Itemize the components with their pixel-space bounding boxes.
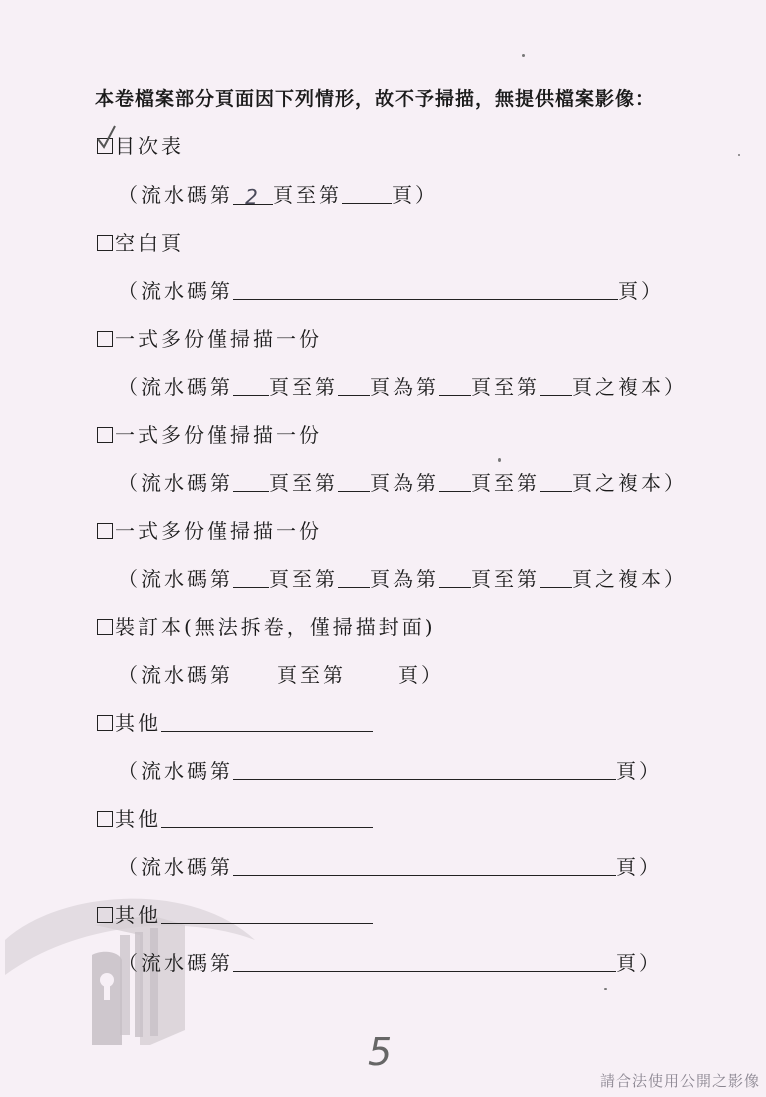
checkbox[interactable] [97, 331, 113, 347]
item-table-of-contents [97, 133, 184, 159]
other-reason-field[interactable] [161, 807, 373, 828]
item-label: 其他 [115, 903, 161, 927]
page-field[interactable] [439, 375, 471, 396]
page-field[interactable] [540, 375, 572, 396]
page-field[interactable] [233, 662, 277, 682]
page-field[interactable] [338, 375, 370, 396]
item-label: 一式多份僅掃描一份 [115, 327, 322, 351]
checkbox[interactable] [97, 715, 113, 731]
page-field[interactable] [233, 567, 269, 588]
item-detail: （流水碼第 頁至第 頁為第 頁至第 頁之複本） [118, 375, 687, 399]
item-detail: （流水碼第 頁至第 頁為第 頁至第 頁之複本） [118, 471, 687, 495]
checkbox[interactable] [97, 907, 113, 923]
item-other [97, 902, 373, 928]
scan-speck [604, 988, 607, 990]
page-field[interactable] [439, 471, 471, 492]
page-field[interactable] [342, 183, 392, 204]
item-detail: （流水碼第 頁） [118, 855, 662, 879]
page-field[interactable] [338, 471, 370, 492]
page-field[interactable] [540, 471, 572, 492]
item-detail: （流水碼第 頁） [118, 951, 662, 975]
handwritten-page-field[interactable]: 2 [233, 184, 273, 205]
item-detail: （流水碼第 頁至第 頁為第 頁至第 頁之複本） [118, 567, 687, 591]
item-other [97, 710, 373, 736]
other-reason-field[interactable] [161, 711, 373, 732]
item-bound-volume [97, 614, 436, 640]
item-label: 裝訂本(無法拆卷，僅掃描封面) [115, 615, 436, 639]
scan-speck [498, 458, 501, 462]
item-detail: （流水碼第 頁） [118, 759, 662, 783]
checkbox[interactable] [97, 811, 113, 827]
other-reason-field[interactable] [161, 903, 373, 924]
page-field[interactable] [338, 567, 370, 588]
page-field[interactable] [233, 855, 616, 876]
item-detail: （流水碼第 2 頁至第 頁） [118, 183, 438, 209]
item-detail: （流水碼第 頁） [118, 279, 664, 303]
item-duplicate-copies [97, 326, 322, 352]
item-other [97, 806, 373, 832]
page-field[interactable] [233, 471, 269, 492]
item-label: 一式多份僅掃描一份 [115, 519, 322, 543]
page-field[interactable] [233, 279, 618, 300]
checkbox[interactable] [97, 619, 113, 635]
checkbox[interactable] [97, 235, 113, 251]
page-field[interactable] [233, 951, 616, 972]
item-blank-page [97, 230, 184, 256]
item-label: 空白頁 [115, 231, 184, 255]
page-field[interactable] [439, 567, 471, 588]
handwritten-page-number: 5 [368, 1030, 393, 1074]
checkbox[interactable] [97, 427, 113, 443]
item-label: 其他 [115, 711, 161, 735]
page-field[interactable] [233, 759, 616, 780]
usage-notice-footer: 請合法使用公開之影像 [599, 1072, 760, 1090]
item-duplicate-copies [97, 422, 322, 448]
item-label: 其他 [115, 807, 161, 831]
item-duplicate-copies [97, 518, 322, 544]
page-field[interactable] [233, 375, 269, 396]
scan-speck [738, 154, 740, 156]
item-label: 一式多份僅掃描一份 [115, 423, 322, 447]
check-mark-icon [95, 125, 121, 151]
item-detail: （流水碼第 頁至第 頁） [118, 663, 444, 687]
item-label: 目次表 [115, 134, 184, 158]
notice-heading: 本卷檔案部分頁面因下列情形，故不予掃描，無提供檔案影像： [95, 88, 656, 110]
checkbox[interactable] [97, 523, 113, 539]
scan-speck [522, 54, 525, 57]
page-field[interactable] [540, 567, 572, 588]
page-field[interactable] [346, 662, 398, 682]
checkbox-checked[interactable] [97, 138, 113, 154]
